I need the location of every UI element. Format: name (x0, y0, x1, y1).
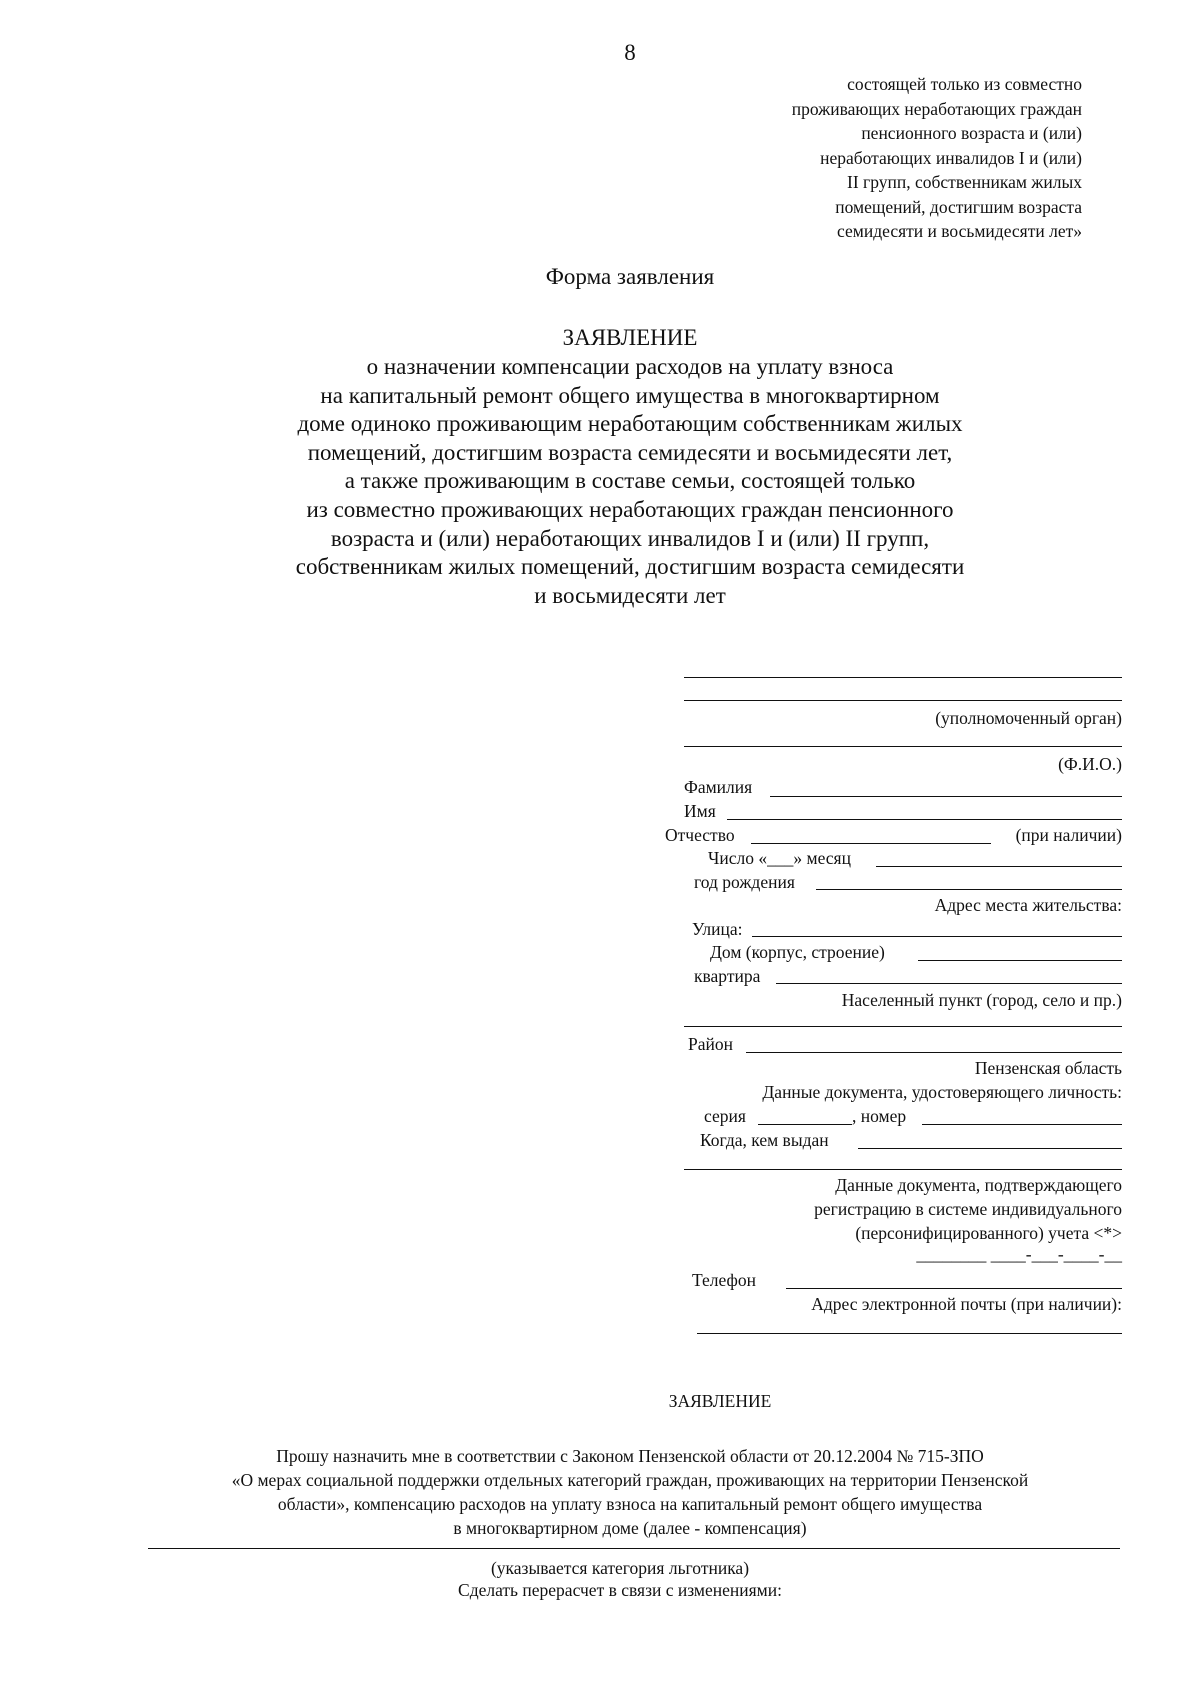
authority-field-line-2[interactable] (684, 700, 1122, 701)
surname-field[interactable] (770, 796, 1122, 797)
subtitle-line: из совместно проживающих неработающих граждан пенсионного (306, 496, 954, 522)
subtitle-line: доме одиноко проживающим неработающим собственникам жилых (297, 411, 963, 437)
locality-caption: Населенный пункт (город, село и пр.) (841, 990, 1122, 1010)
issued-by-label: Когда, кем выдан (700, 1130, 829, 1150)
birth-day-month-label: Число «___» месяц (708, 848, 851, 868)
birth-year-label: год рождения (694, 872, 795, 892)
page-number: 8 (624, 40, 636, 65)
apartment-field[interactable] (776, 983, 1122, 984)
recalculation-line: Сделать перерасчет в связи с изменениями: (458, 1580, 782, 1600)
authority-caption: (уполномоченный орган) (935, 708, 1122, 728)
patronymic-label: Отчество (665, 825, 735, 845)
birth-month-field[interactable] (876, 866, 1122, 867)
appendix-line: II групп, собственникам жилых (847, 172, 1082, 192)
subtitle-line: на капитальный ремонт общего имущества в многоквартирном (320, 382, 940, 408)
fio-field-line[interactable] (684, 746, 1122, 747)
category-field[interactable] (148, 1548, 1120, 1549)
fio-caption: (Ф.И.О.) (1058, 754, 1122, 774)
appendix-line: состоящей только из совместно (847, 74, 1082, 94)
appendix-line: пенсионного возраста и (или) (861, 123, 1082, 143)
street-label: Улица: (692, 919, 743, 939)
phone-field[interactable] (786, 1288, 1122, 1289)
patronymic-field[interactable] (751, 843, 991, 844)
email-label: Адрес электронной почты (при наличии): (811, 1294, 1122, 1314)
appendix-line: неработающих инвалидов I и (или) (820, 147, 1082, 168)
snils-heading-line: регистрацию в системе индивидуального (814, 1199, 1122, 1219)
address-heading: Адрес места жительства: (934, 895, 1122, 915)
intro-line: области», компенсацию расходов на уплату взноса на капитальный ремонт общего имущества (277, 1494, 983, 1514)
region-name: Пензенская область (974, 1058, 1122, 1078)
snils-heading-line: Данные документа, подтверждающего (835, 1175, 1122, 1195)
name-field[interactable] (727, 819, 1122, 820)
application-heading: ЗАЯВЛЕНИЕ (668, 1391, 772, 1411)
name-label: Имя (684, 801, 716, 821)
subtitle-line: и восьмидесяти лет (534, 582, 726, 608)
apartment-label: квартира (694, 966, 761, 986)
phone-label: Телефон (692, 1270, 756, 1290)
document-subtitle (190, 353, 1070, 610)
appendix-reference (662, 72, 1082, 244)
subtitle-line: возраста и (или) неработающих инвалидов I и (или) II групп, (330, 525, 930, 551)
subtitle-line: а также проживающим в составе семьи, состоящей только (344, 468, 916, 494)
intro-line: «О мерах социальной поддержки отдельных категорий граждан, проживающих на территории Пензенской (231, 1470, 1029, 1490)
appendix-line: проживающих неработающих граждан (791, 98, 1082, 119)
application-intro (150, 1444, 1110, 1540)
subtitle-line: помещений, достигшим возраста семидесяти и восьмидесяти лет, (307, 439, 953, 465)
snils-heading-line: (персонифицированного) учета <*> (855, 1223, 1122, 1243)
snils-field[interactable]: ________ ____-___-____-__ (916, 1244, 1122, 1264)
subtitle-line: собственникам жилых помещений, достигшим возраста семидесяти (295, 554, 965, 580)
appendix-line: помещений, достигшим возраста (835, 196, 1082, 217)
series-label: серия (704, 1106, 746, 1126)
issued-by-field-continued[interactable] (684, 1169, 1122, 1170)
appendix-line: семидесяти и восьмидесяти лет» (837, 221, 1082, 241)
document-title: ЗАЯВЛЕНИЕ (562, 325, 698, 350)
number-field[interactable] (922, 1124, 1122, 1125)
form-caption: Форма заявления (545, 264, 715, 289)
authority-field-line-1[interactable] (684, 677, 1122, 678)
id-document-heading: Данные документа, удостоверяющего личность: (762, 1082, 1122, 1102)
house-label: Дом (корпус, строение) (710, 942, 885, 962)
district-field[interactable] (746, 1052, 1122, 1053)
surname-label: Фамилия (684, 777, 753, 797)
series-field[interactable] (758, 1124, 852, 1125)
district-label: Район (688, 1034, 733, 1054)
number-label: , номер (852, 1106, 907, 1126)
subtitle-line: о назначении компенсации расходов на уплату взноса (366, 354, 894, 379)
intro-line: в многоквартирном доме (далее - компенсация) (453, 1518, 807, 1538)
house-field[interactable] (918, 960, 1122, 961)
patronymic-note: (при наличии) (1015, 825, 1122, 845)
intro-line: Прошу назначить мне в соответствии с Законом Пензенской области от 20.12.2004 № 715-ЗПО (276, 1446, 984, 1466)
category-caption: (указывается категория льготника) (490, 1558, 750, 1578)
birth-year-field[interactable] (816, 889, 1122, 890)
street-field[interactable] (752, 936, 1122, 937)
email-field[interactable] (697, 1333, 1122, 1334)
locality-field[interactable] (684, 1026, 1122, 1027)
issued-by-field[interactable] (858, 1148, 1122, 1149)
